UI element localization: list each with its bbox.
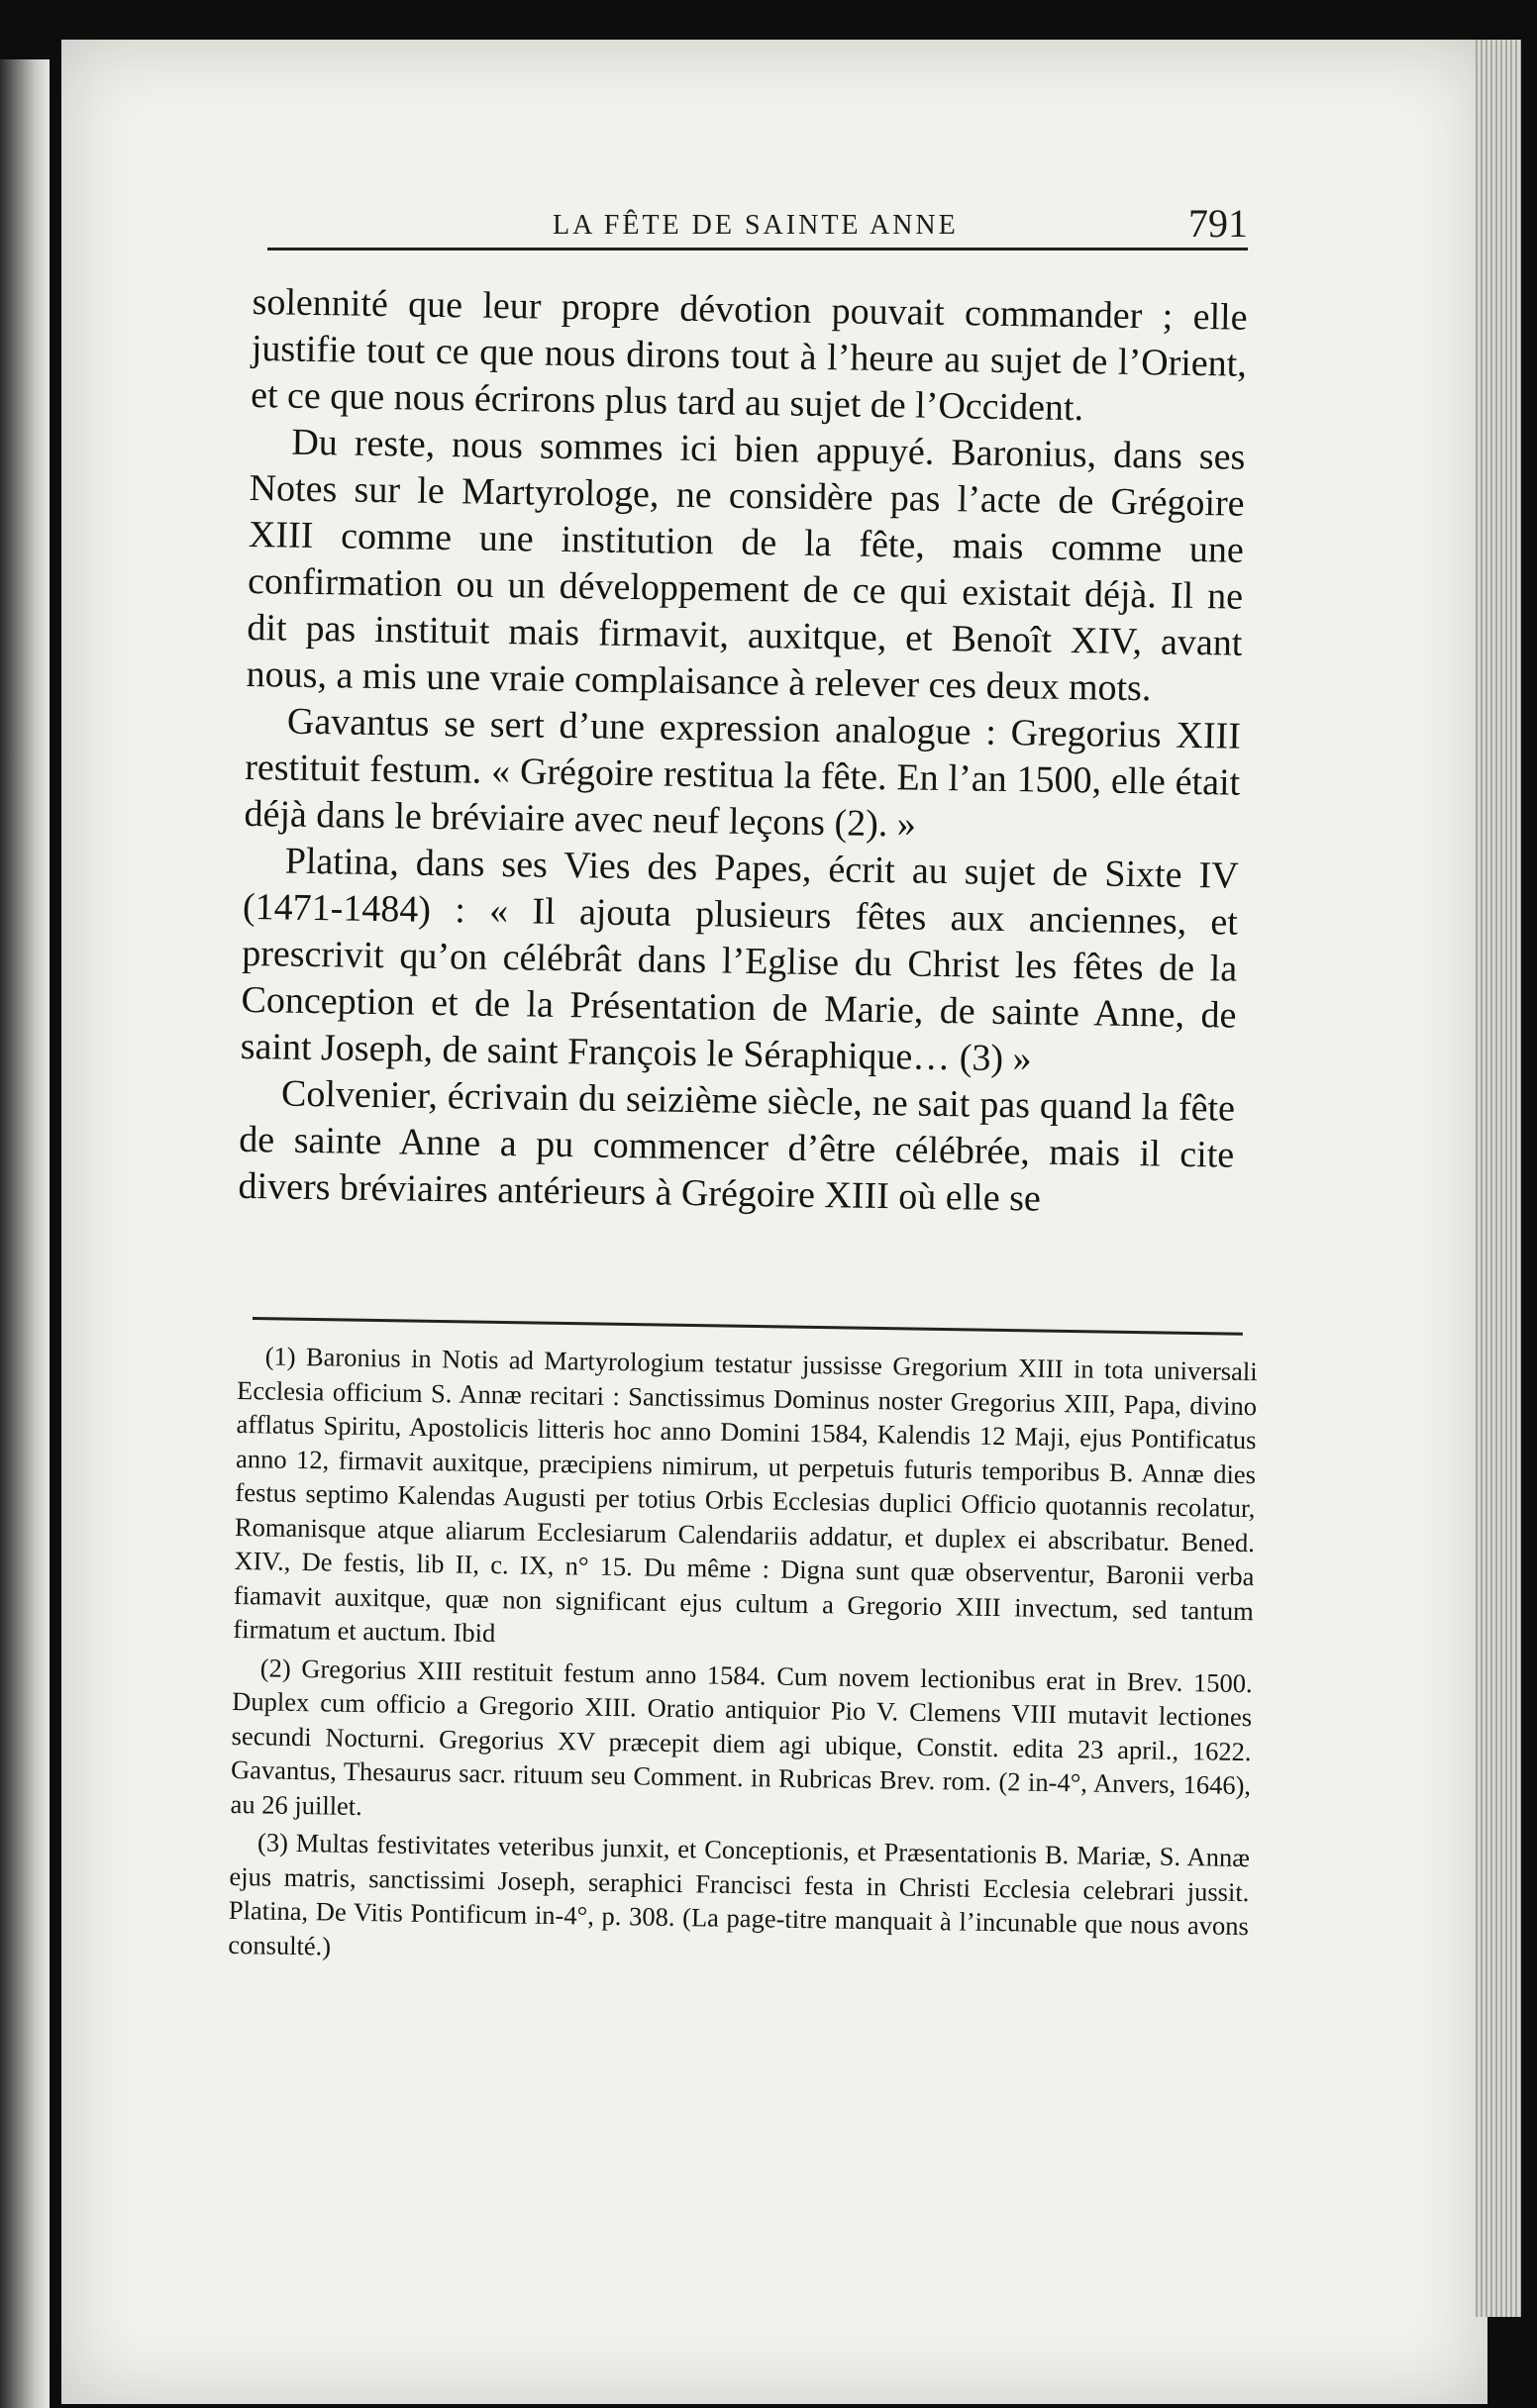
page-number: 791 xyxy=(1188,201,1248,246)
footnote: (2) Gregorius XIII restituit festum anno 1584. Cum novem lectionibus erat in Brev. 1500. Duplex cum officio a Gregorio XIII. Oratio antiquior Pio V. Clemens VIII mutavit lectiones secundi Nocturni. Gregorius XV præcepit diem agi ubique, Constit. edita 23 april., 1622. Gavantus, Thesaurus sacr. rituum seu Comment. in Rubricas Brev. rom. (2 in-4°, Anvers, 1646), au 26 juillet. xyxy=(230,1652,1253,1821)
footnote: (3) Multas festivitates veteribus junxit, et Conceptionis, et Præsentationis B. Mariæ, S. Annæ ejus matris, sanctissimi Joseph, seraphici Francisci festa in Christi Ecclesia celebrari jussit. Platina, De Vitis Pontificum in-4°, p. 308. (La page-titre manquait à l’incunable que nous avons consulté.) xyxy=(228,1827,1251,1961)
body-paragraph: solennité que leur propre dévotion pouvait commander ; elle justifie tout ce que nous dirons tout à l’heure au sujet de l’Orient, et ce que nous écrirons plus tard au sujet de l’Occident. xyxy=(250,280,1248,430)
running-title: LA FÊTE DE SAINTE ANNE xyxy=(553,210,959,241)
body-text xyxy=(238,279,1248,1226)
adjacent-page-edge xyxy=(0,59,50,2408)
body-paragraph: Colvenier, écrivain du seizième siècle, ne sait pas quand la fête de sainte Anne a pu commencer d’être célébrée, mais il cite divers bréviaires antérieurs à Grégoire XIII où elle se xyxy=(238,1072,1236,1220)
header-rule xyxy=(267,248,1248,251)
running-head xyxy=(267,196,1248,265)
body-paragraph: Gavantus se sert d’une expression analogue : Gregorius XIII restituit festum. « Grégoire restitua la fête. En l’an 1500, elle était déjà dans le bréviaire avec neuf leçons (2). » xyxy=(244,700,1242,846)
body-paragraph: Platina, dans ses Vies des Papes, écrit au sujet de Sixte IV (1471-1484) : « Il ajouta plusieurs fêtes aux anciennes, et prescrivit qu’on célébrât dans l’Eglise du Christ les fêtes de la Conception et de la Présentation de Marie, de sainte Anne, de saint Joseph, de saint François le Séraphique… (3) » xyxy=(240,840,1239,1080)
body-paragraph: Du reste, nous sommes ici bien appuyé. Baronius, dans ses Notes sur le Martyrologe, ne considère pas l’acte de Grégoire XIII comme une institution de la fête, mais comme une confirmation ou un développement de ce qui existait déjà. Il ne dit pas instituit mais firmavit, auxitque, et Benoît XIV, avant nous, a mis une vraie complaisance à relever ces deux mots. xyxy=(246,421,1246,710)
footnotes xyxy=(228,1339,1258,1981)
footnote: (1) Baronius in Notis ad Martyrologium testatur jussisse Gregorium XIII in tota universali Ecclesia officium S. Annæ recitari : Sanctissimus Dominus noster Gregorius XIII, Papa, divino afflatus Spiritu, Apostolicis litteris hoc anno Domini 1584, Kalendis 12 Maji, ejus Pontificatus anno 12, firmavit auxitque, præcipiens nimirum, ut perpetuis futuris temporibus B. Annæ dies festus septimo Kalendas Augusti per totius Orbis Ecclesias duplici Officio quotannis recolatur, Romanisque atque aliarum Ecclesiarum Calendariis addatur, et duplex ei abscribatur. Bened. XIV., De festis, lib II, c. IX, n° 15. Du même : Digna sunt quæ observentur, Baronii verba fiamavit auxitque, quæ non significant ejus cultum a Gregorio XIII invectum, sed tantum firmatum et auctum. Ibid xyxy=(233,1341,1258,1649)
page-stack-edge xyxy=(1476,40,1521,2317)
